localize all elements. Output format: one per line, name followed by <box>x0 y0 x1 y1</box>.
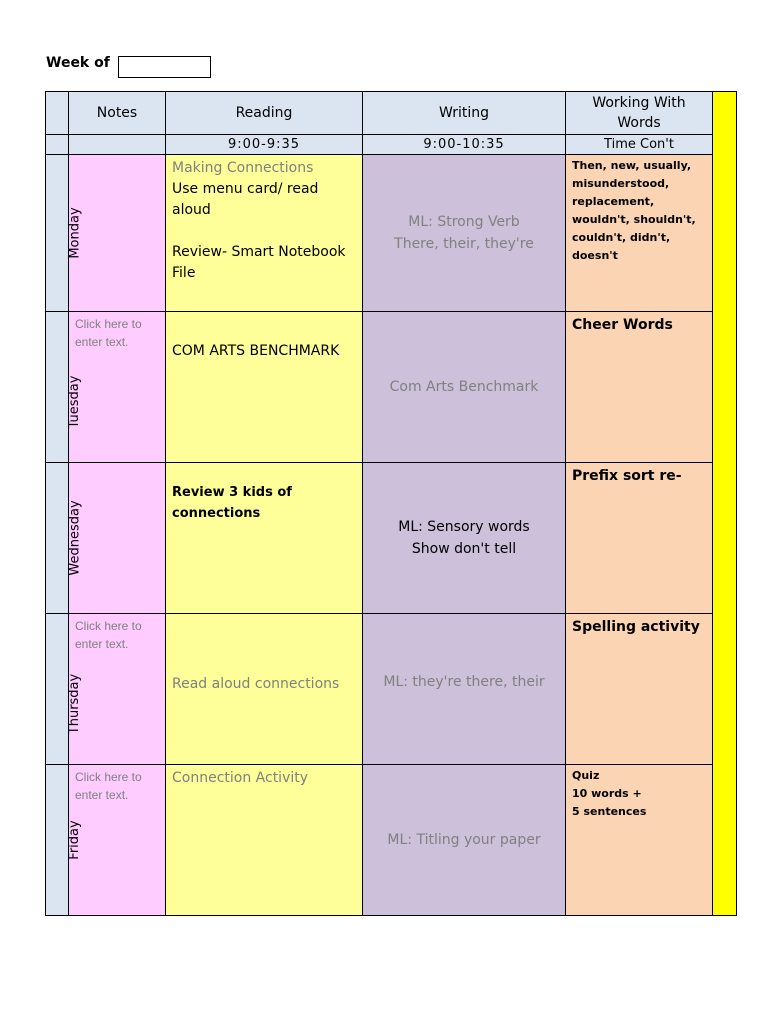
reading-line: Making Connections <box>172 160 314 176</box>
friday-words <box>566 765 713 916</box>
day-label-thursday: Thursday <box>67 673 82 735</box>
week-of-row <box>46 48 211 78</box>
week-of-label: Week of <box>46 55 110 71</box>
time-writing: 9:00-10:35 <box>363 135 566 155</box>
friday-notes-cell[interactable] <box>69 765 166 916</box>
words-text: Cheer Words <box>572 317 673 333</box>
words-line: 10 words + <box>572 787 642 800</box>
header-writing: Writing <box>363 92 566 135</box>
monday-reading <box>166 155 363 312</box>
friday-writing <box>363 765 566 916</box>
wednesday-writing <box>363 463 566 614</box>
header-notes: Notes <box>69 92 166 135</box>
words-line: Quiz <box>572 769 600 782</box>
day-row-wednesday <box>46 463 737 614</box>
monday-writing <box>363 155 566 312</box>
wednesday-side-cell <box>46 463 69 614</box>
thursday-writing <box>363 614 566 765</box>
wednesday-notes-cell[interactable] <box>69 463 166 614</box>
wednesday-words <box>566 463 713 614</box>
reading-line: Review 3 kids of connections <box>172 485 292 521</box>
header-reading: Reading <box>166 92 363 135</box>
day-label-wednesday: Wednesday <box>67 500 83 576</box>
time-notes <box>69 135 166 155</box>
day-label-friday: Friday <box>67 820 82 860</box>
writing-line: ML: they're there, their <box>383 674 545 690</box>
wednesday-reading <box>166 463 363 614</box>
week-of-input[interactable] <box>118 56 211 78</box>
writing-line: Com Arts Benchmark <box>389 379 539 395</box>
reading-line: Read aloud connections <box>172 675 340 692</box>
monday-words <box>566 155 713 312</box>
tuesday-writing <box>363 312 566 463</box>
day-label-monday: Monday <box>67 207 83 259</box>
notes-placeholder[interactable]: Click here to enter text. <box>75 619 142 651</box>
reading-spacer <box>172 221 356 242</box>
day-row-thursday <box>46 614 737 765</box>
tuesday-words <box>566 312 713 463</box>
writing-line: ML: Titling your paper <box>387 832 541 848</box>
tuesday-reading <box>166 312 363 463</box>
notes-placeholder[interactable]: Click here to enter text. <box>75 770 142 802</box>
thursday-words <box>566 614 713 765</box>
reading-line: Use menu card/ read aloud <box>172 181 319 218</box>
day-label-tuesday: Tuesday <box>67 375 82 429</box>
writing-line: ML: Sensory words <box>398 519 530 535</box>
thursday-reading <box>166 614 363 765</box>
yellow-margin-bar <box>713 92 737 916</box>
writing-line: ML: Strong Verb <box>408 214 520 230</box>
monday-notes-cell[interactable] <box>69 155 166 312</box>
thursday-notes-cell[interactable] <box>69 614 166 765</box>
reading-line: COM ARTS BENCHMARK <box>172 343 340 359</box>
day-row-friday <box>46 765 737 916</box>
time-reading: 9:00-9:35 <box>166 135 363 155</box>
reading-line: Connection Activity <box>172 770 309 786</box>
time-side-cell <box>46 135 69 155</box>
lesson-planner-table <box>45 91 737 916</box>
day-row-monday <box>46 155 737 312</box>
words-text: Prefix sort re- <box>572 468 682 484</box>
time-working-with-words: Time Con't <box>566 135 713 155</box>
header-working-with-words: Working With Words <box>566 92 713 135</box>
words-text: Then, new, usually, misunderstood, replacement, wouldn't, shouldn't, couldn't, didn't, doesn't <box>572 159 696 262</box>
words-line: 5 sentences <box>572 805 647 818</box>
words-text: Spelling activity <box>572 619 700 635</box>
writing-line: Show don't tell <box>411 541 517 557</box>
notes-placeholder[interactable]: Click here to enter text. <box>75 317 142 349</box>
tuesday-notes-cell[interactable] <box>69 312 166 463</box>
reading-line: Review- Smart Notebook File <box>172 244 346 281</box>
day-row-tuesday <box>46 312 737 463</box>
writing-line: There, their, they're <box>394 236 534 252</box>
monday-side-cell <box>46 155 69 312</box>
friday-reading <box>166 765 363 916</box>
header-side-cell <box>46 92 69 135</box>
